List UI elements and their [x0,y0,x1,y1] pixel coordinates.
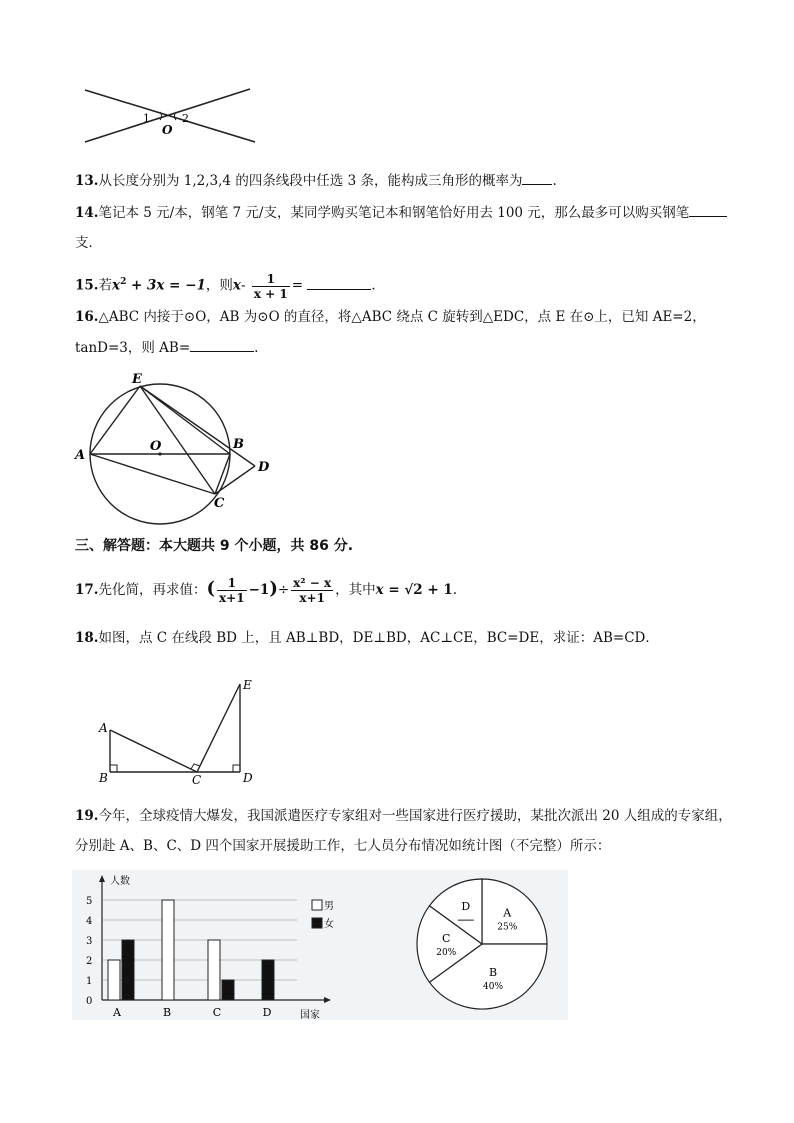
denominator: x+1 [219,591,245,605]
question-number: 13. [75,173,99,189]
text-ruo: 若 [98,277,112,294]
point-o-label: O [150,439,162,454]
point-e-label: E [243,678,252,692]
fraction-2 [291,576,333,605]
math-sqrt: √2 [404,582,423,598]
y-tick-label: 1 [86,976,93,987]
question-19 [75,806,732,826]
angle-1-label: 1 [143,112,150,125]
point-d-label: D [258,460,270,475]
question-18 [75,628,659,648]
math-divide: ÷ [277,582,290,598]
point-b-label: B [99,771,108,785]
question-13 [75,171,557,191]
close-paren: ) [269,578,278,599]
text-ze: ，则 [205,277,233,294]
period: . [452,582,458,598]
statistics-figures [72,870,568,1020]
math-x2: x [232,277,241,294]
question-text: △ABC 内接于⊙O，AB 为⊙O 的直径，将△ABC 绕点 C 旋转到△EDC，点 E 在⊙上，已知 AE=2， [98,309,706,325]
question-number: 14. [75,205,99,221]
point-o-label: O [162,123,173,137]
crossing-lines-figure [80,84,260,160]
point-b-label: B [233,437,244,452]
slice-label: A [503,906,512,920]
question-text: tanD=3，则 AB= [75,340,191,356]
slice-percent: 40% [483,982,504,993]
question-17 [75,572,457,607]
y-tick-label: 5 [86,896,93,907]
bar [108,960,120,1000]
slice-percent: 25% [497,922,518,933]
angle-2-label: 2 [182,112,189,125]
point-a-label: A [99,721,108,735]
math-minus-one: −1 [248,582,270,598]
fraction [252,272,290,301]
numerator: 1 [252,272,290,287]
numerator: 1 [217,576,247,591]
open-paren: ( [206,578,216,599]
bar [222,980,234,1000]
y-tick-label: 4 [86,916,93,927]
question-16-line2 [75,338,258,358]
right-triangles-figure [95,674,265,786]
period: . [552,173,557,189]
denominator: x+1 [299,591,325,605]
y-tick-label: 3 [86,936,93,947]
x-axis-label: 国家 [300,1010,320,1021]
math-x: x [112,277,121,294]
answer-blank[interactable] [689,204,727,217]
period: . [371,277,376,294]
legend-swatch [312,918,322,928]
point-c-label: C [214,496,225,511]
circle-triangle-figure [70,368,280,511]
x-axis-arrow [324,997,331,1003]
math-x-eq: x = [375,582,405,598]
y-tick-label: 0 [86,996,93,1007]
x-tick-label: D [262,1006,272,1019]
slice-label: C [442,932,451,945]
point-a-label: A [75,448,86,463]
question-text: 笔记本 5 元/本，钢笔 7 元/支，某同学购买笔记本和钢笔恰好用去 100 元，那么最多可以购买钢笔 [98,205,690,221]
pie-chart [412,870,562,1020]
legend-label: 男 [324,901,334,912]
question-16 [75,307,706,327]
math-sup: 2 [120,277,127,287]
pie-slice [482,879,547,944]
math-eq: + 3x = −1 [126,277,206,294]
math-equals: = [291,277,304,294]
slice-label: D [461,900,471,914]
question-14-line2: 支． [75,235,102,251]
bar [122,940,134,1000]
period: . [254,340,259,356]
question-14 [75,203,727,223]
question-number: 17. [75,582,99,598]
bar [208,940,220,1000]
math-plus-one: + 1 [422,582,453,598]
bar [162,900,174,1000]
point-e-label: E [132,372,142,387]
question-text: 如图，点 C 在线段 BD 上，且 AB⊥BD，DE⊥BD，AC⊥CE，BC=DE，求证：AB=CD． [98,630,659,646]
question-15 [75,268,376,301]
bar-chart [72,870,332,1020]
answer-blank[interactable] [307,277,371,290]
question-19-line2: 分别赴 A、B、C、D 四个国家开展援助工作，七人员分布情况如统计图（不完整）所示： [75,838,611,854]
question-text: 先化简，再求值： [98,582,207,598]
y-axis-arrow [99,875,105,882]
y-tick-label: 2 [86,956,93,967]
question-text: 今年，全球疫情大爆发，我国派遣医疗专家组对一些国家进行医疗援助，某批次派出 20 人组成的专家组， [98,808,732,824]
point-c-label: C [192,773,202,787]
fraction-1 [217,576,247,605]
point-d-label: D [243,771,253,785]
question-number: 15. [75,277,99,294]
legend-label: 女 [324,919,334,930]
text-qizhong: ，其中 [335,582,376,598]
question-number: 18. [75,630,99,646]
slice-label: B [489,966,498,980]
legend-swatch [312,900,322,910]
denominator: x + 1 [253,286,288,301]
math-minus: - [240,277,246,294]
question-text: 从长度分别为 1,2,3,4 的四条线段中任选 3 条，能构成三角形的概率为 [98,173,523,189]
question-number: 19. [75,808,99,824]
x-tick-label: B [162,1006,172,1019]
y-axis-label: 人数 [110,876,130,887]
numerator: x² − x [293,576,332,590]
answer-blank[interactable] [522,172,552,185]
answer-blank[interactable] [190,339,254,352]
section-heading: 三、解答题：本大题共 9 个小题，共 86 分. [75,538,354,554]
x-tick-label: A [113,1006,121,1019]
x-tick-label: C [212,1006,222,1019]
slice-percent: 20% [436,948,457,958]
bar [262,960,274,1000]
question-number: 16. [75,309,99,325]
